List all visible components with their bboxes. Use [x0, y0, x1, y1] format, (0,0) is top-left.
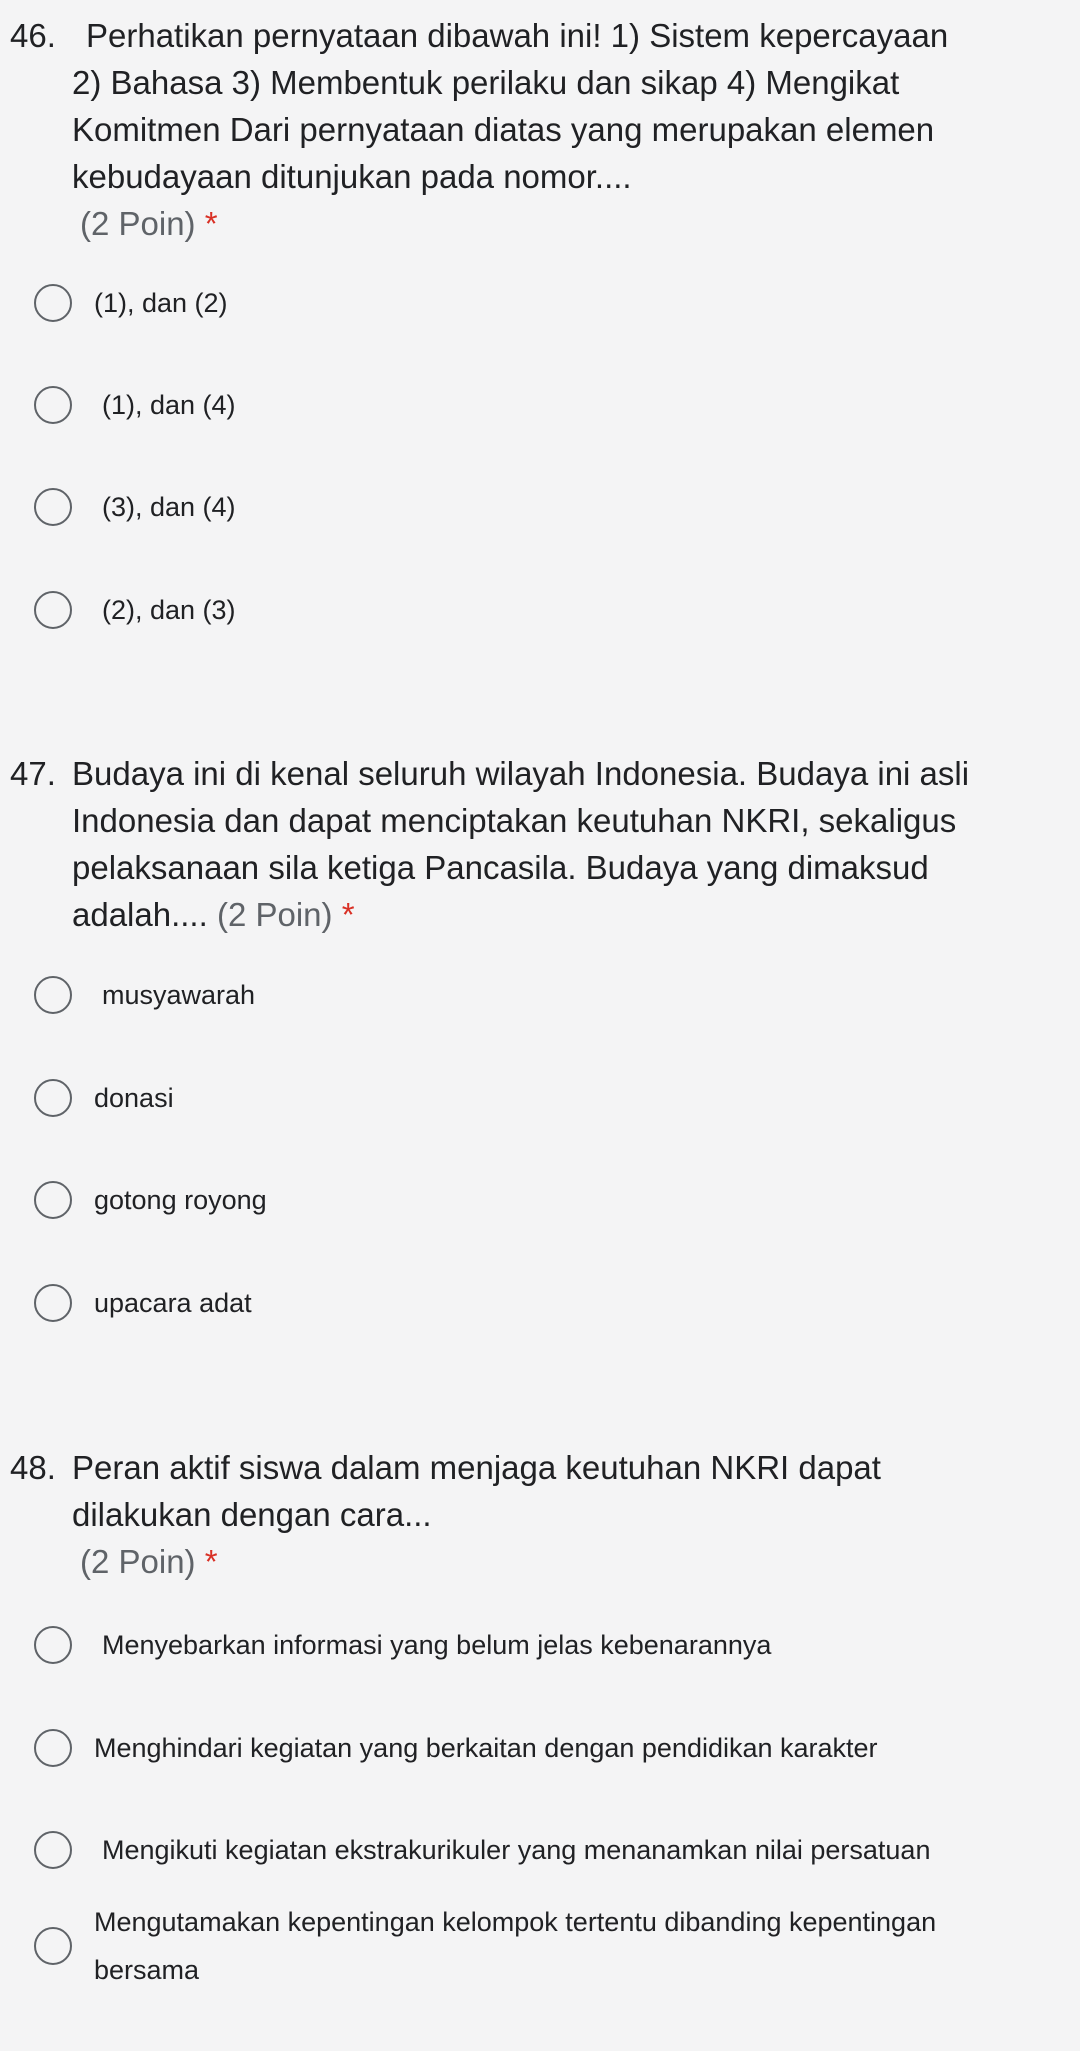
required-asterisk: * — [204, 1543, 218, 1580]
question-line: adalah.... — [72, 896, 208, 933]
option-label: Mengutamakan kepentingan kelompok tertentu dibanding kepentingan bersama — [94, 1907, 937, 1985]
radio-button[interactable] — [34, 1181, 72, 1219]
question-line: Peran aktif siswa dalam menjaga keutuhan NKRI dapat — [72, 1449, 881, 1486]
option-label: (1), dan (4) — [102, 390, 236, 420]
points-label: (2 Poin) — [80, 1543, 196, 1580]
radio-button[interactable] — [34, 284, 72, 322]
radio-button[interactable] — [34, 1729, 72, 1767]
option-q48-1[interactable] — [34, 1615, 1044, 1675]
question-number: 48. — [10, 1449, 56, 1486]
radio-button[interactable] — [34, 1626, 72, 1664]
option-q48-3[interactable] — [34, 1820, 1044, 1880]
option-label: Mengikuti kegiatan ekstrakurikuler yang menanamkan nilai persatuan — [102, 1835, 931, 1865]
question-number: 47. — [10, 755, 56, 792]
required-asterisk: * — [204, 205, 218, 242]
question-line: dilakukan dengan cara... — [72, 1496, 432, 1533]
option-label: Menghindari kegiatan yang berkaitan dengan pendidikan karakter — [94, 1733, 878, 1763]
option-q47-4[interactable] — [34, 1273, 1044, 1333]
radio-button[interactable] — [34, 1079, 72, 1117]
radio-button[interactable] — [34, 1831, 72, 1869]
option-label: (1), dan (2) — [94, 288, 228, 318]
question-line: 2) Bahasa 3) Membentuk perilaku dan sikap 4) Mengikat — [72, 64, 900, 101]
radio-button[interactable] — [34, 488, 72, 526]
radio-button[interactable] — [34, 1284, 72, 1322]
option-q46-2[interactable] — [34, 375, 1044, 435]
radio-button[interactable] — [34, 976, 72, 1014]
option-label: Menyebarkan informasi yang belum jelas kebenarannya — [102, 1630, 772, 1660]
option-label: (3), dan (4) — [102, 492, 236, 522]
option-label: gotong royong — [94, 1185, 267, 1215]
option-q48-2[interactable] — [34, 1718, 1044, 1778]
question-line: Budaya ini di kenal seluruh wilayah Indonesia. Budaya ini asli — [72, 755, 970, 792]
question-line: kebudayaan ditunjukan pada nomor.... — [72, 158, 632, 195]
required-asterisk: * — [341, 896, 355, 933]
radio-button[interactable] — [34, 1927, 72, 1965]
option-label: musyawarah — [102, 980, 256, 1010]
question-line: Komitmen Dari pernyataan diatas yang merupakan elemen — [72, 111, 935, 148]
option-label: donasi — [94, 1083, 174, 1113]
question-number: 46. — [10, 17, 56, 54]
points-label: (2 Poin) — [80, 205, 196, 242]
question-line: Indonesia dan dapat menciptakan keutuhan NKRI, sekaligus — [72, 802, 957, 839]
question-line: Perhatikan pernyataan dibawah ini! 1) Sistem kepercayaan — [86, 17, 949, 54]
option-q47-3[interactable] — [34, 1170, 1044, 1230]
points-label: (2 Poin) — [216, 896, 333, 933]
radio-button[interactable] — [34, 386, 72, 424]
option-label: upacara adat — [94, 1288, 252, 1318]
option-q47-2[interactable] — [34, 1068, 1044, 1128]
option-q46-4[interactable] — [34, 580, 1044, 640]
question-line: pelaksanaan sila ketiga Pancasila. Budaya yang dimaksud — [72, 849, 929, 886]
option-q46-3[interactable] — [34, 477, 1044, 537]
radio-button[interactable] — [34, 591, 72, 629]
option-q46-1[interactable] — [34, 273, 1044, 333]
option-q48-4[interactable] — [34, 1891, 1044, 2001]
option-q47-1[interactable] — [34, 965, 1044, 1025]
question-46-text — [10, 12, 1070, 59]
option-label: (2), dan (3) — [102, 595, 236, 625]
